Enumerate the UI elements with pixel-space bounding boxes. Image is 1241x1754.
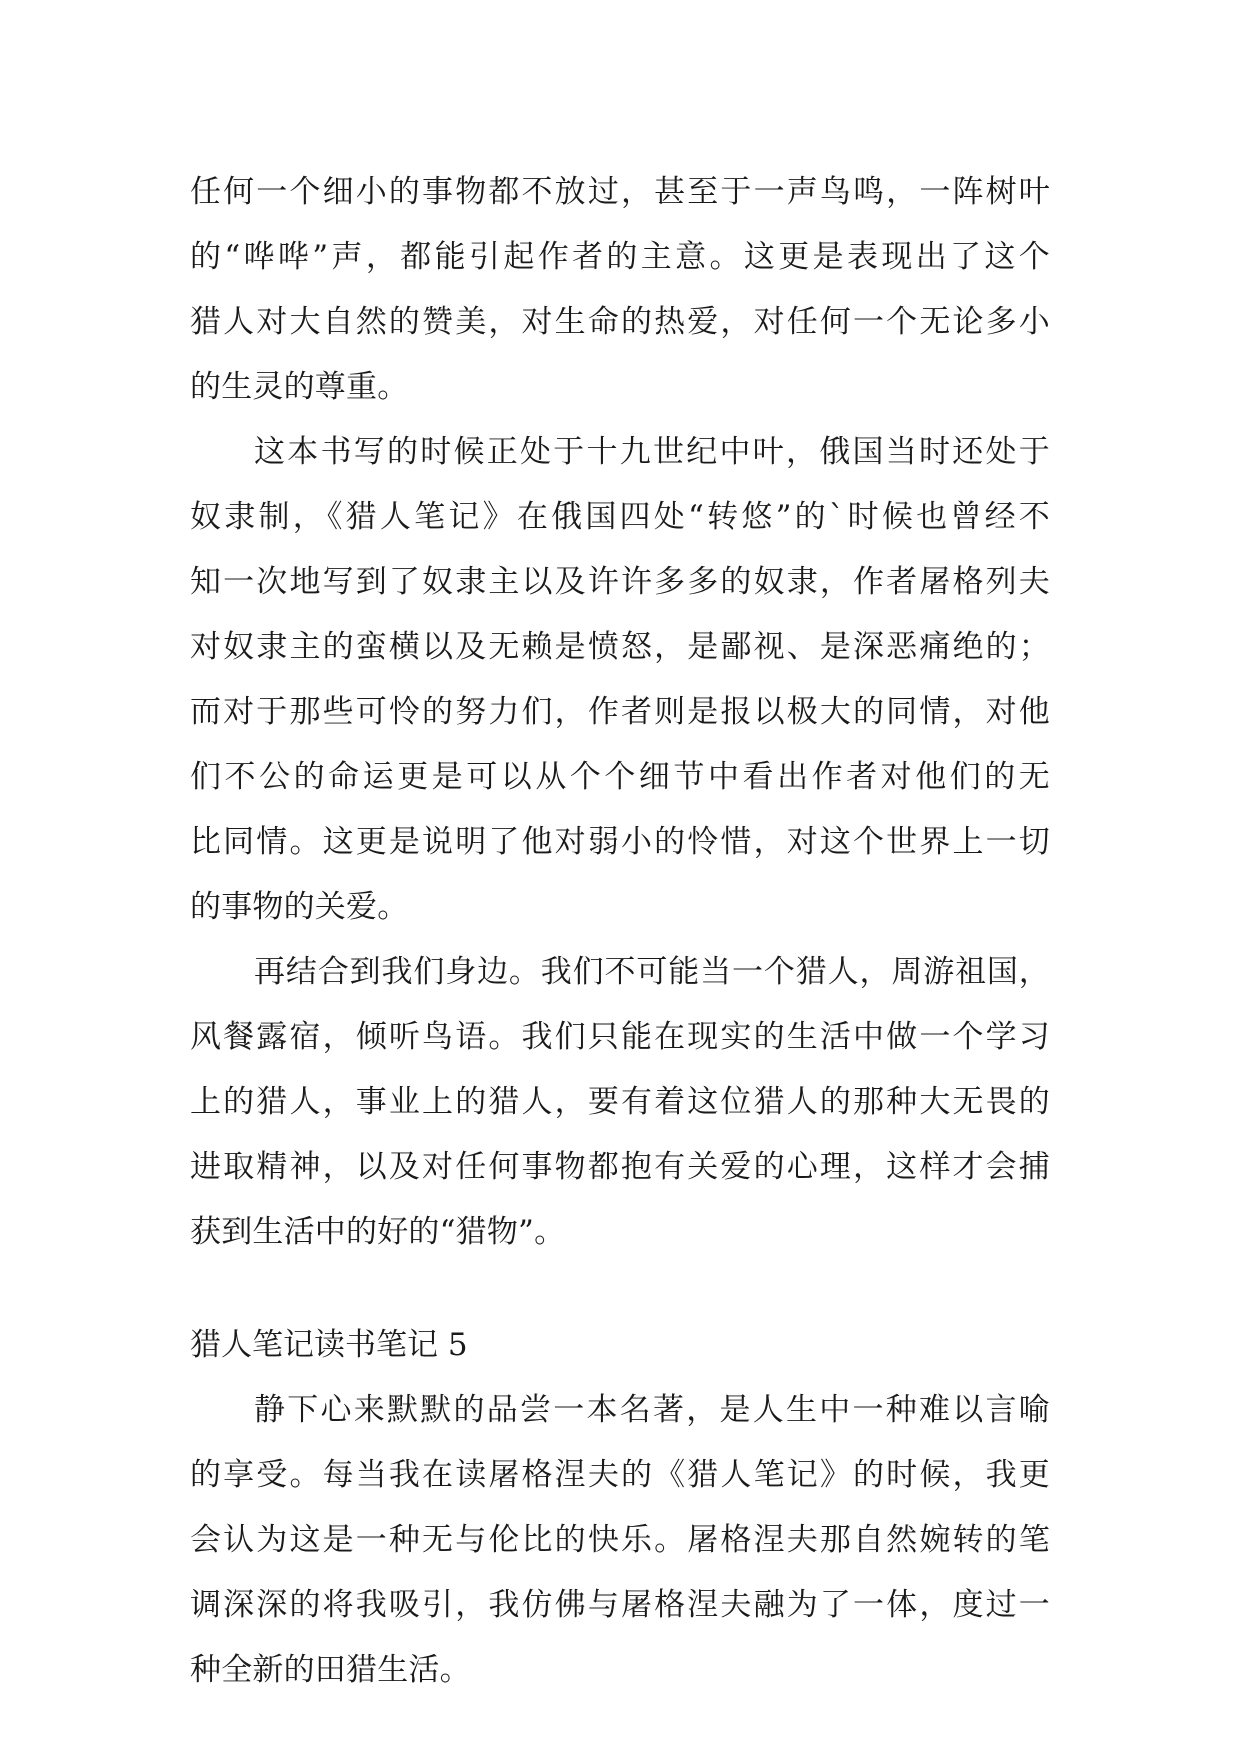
text-line: 的生灵的尊重。 bbox=[190, 369, 409, 405]
paragraph-2 bbox=[190, 420, 1050, 940]
paragraph-3 bbox=[190, 940, 1050, 1265]
text-line: 会认为这是一种无与伦比的快乐。屠格涅夫那自然婉转的笔 bbox=[190, 1522, 1050, 1558]
text-line: 们不公的命运更是可以从个个细节中看出作者对他们的无 bbox=[190, 759, 1050, 795]
paragraph-1 bbox=[190, 160, 1050, 420]
document-body bbox=[190, 160, 1050, 1703]
text-line: 的事物的关爱。 bbox=[190, 889, 409, 925]
text-line: 的“哗哗”声，都能引起作者的主意。这更是表现出了这个 bbox=[190, 239, 1050, 275]
text-line: 再结合到我们身边。我们不可能当一个猎人，周游祖国， bbox=[254, 954, 1050, 990]
text-line: 获到生活中的好的“猎物”。 bbox=[190, 1214, 566, 1250]
text-line: 上的猎人，事业上的猎人，要有着这位猎人的那种大无畏的 bbox=[190, 1084, 1050, 1120]
text-line: 对奴隶主的蛮横以及无赖是愤怒，是鄙视、是深恶痛绝的； bbox=[190, 629, 1050, 665]
text-line: 风餐露宿，倾听鸟语。我们只能在现实的生活中做一个学习 bbox=[190, 1019, 1050, 1055]
section-gap bbox=[190, 1265, 1050, 1313]
section-heading: 猎人笔记读书笔记 5 bbox=[190, 1327, 468, 1363]
text-line: 奴隶制，《猎人笔记》在俄国四处“转悠”的`时候也曾经不 bbox=[190, 499, 1050, 535]
paragraph-4 bbox=[190, 1378, 1050, 1703]
text-line: 任何一个细小的事物都不放过，甚至于一声鸟鸣，一阵树叶 bbox=[190, 174, 1050, 210]
text-line: 而对于那些可怜的努力们，作者则是报以极大的同情，对他 bbox=[190, 694, 1050, 730]
text-line: 静下心来默默的品尝一本名著，是人生中一种难以言喻 bbox=[254, 1392, 1050, 1428]
text-line: 进取精神，以及对任何事物都抱有关爱的心理，这样才会捕 bbox=[190, 1149, 1050, 1185]
text-line: 知一次地写到了奴隶主以及许许多多的奴隶，作者屠格列夫 bbox=[190, 564, 1050, 600]
text-line: 的享受。每当我在读屠格涅夫的《猎人笔记》的时候，我更 bbox=[190, 1457, 1050, 1493]
text-line: 猎人对大自然的赞美，对生命的热爱，对任何一个无论多小 bbox=[190, 304, 1050, 340]
text-line: 比同情。这更是说明了他对弱小的怜惜，对这个世界上一切 bbox=[190, 824, 1050, 860]
text-line: 种全新的田猎生活。 bbox=[190, 1652, 471, 1688]
text-line: 这本书写的时候正处于十九世纪中叶，俄国当时还处于 bbox=[254, 434, 1050, 470]
text-line: 调深深的将我吸引，我仿佛与屠格涅夫融为了一体，度过一 bbox=[190, 1587, 1050, 1623]
